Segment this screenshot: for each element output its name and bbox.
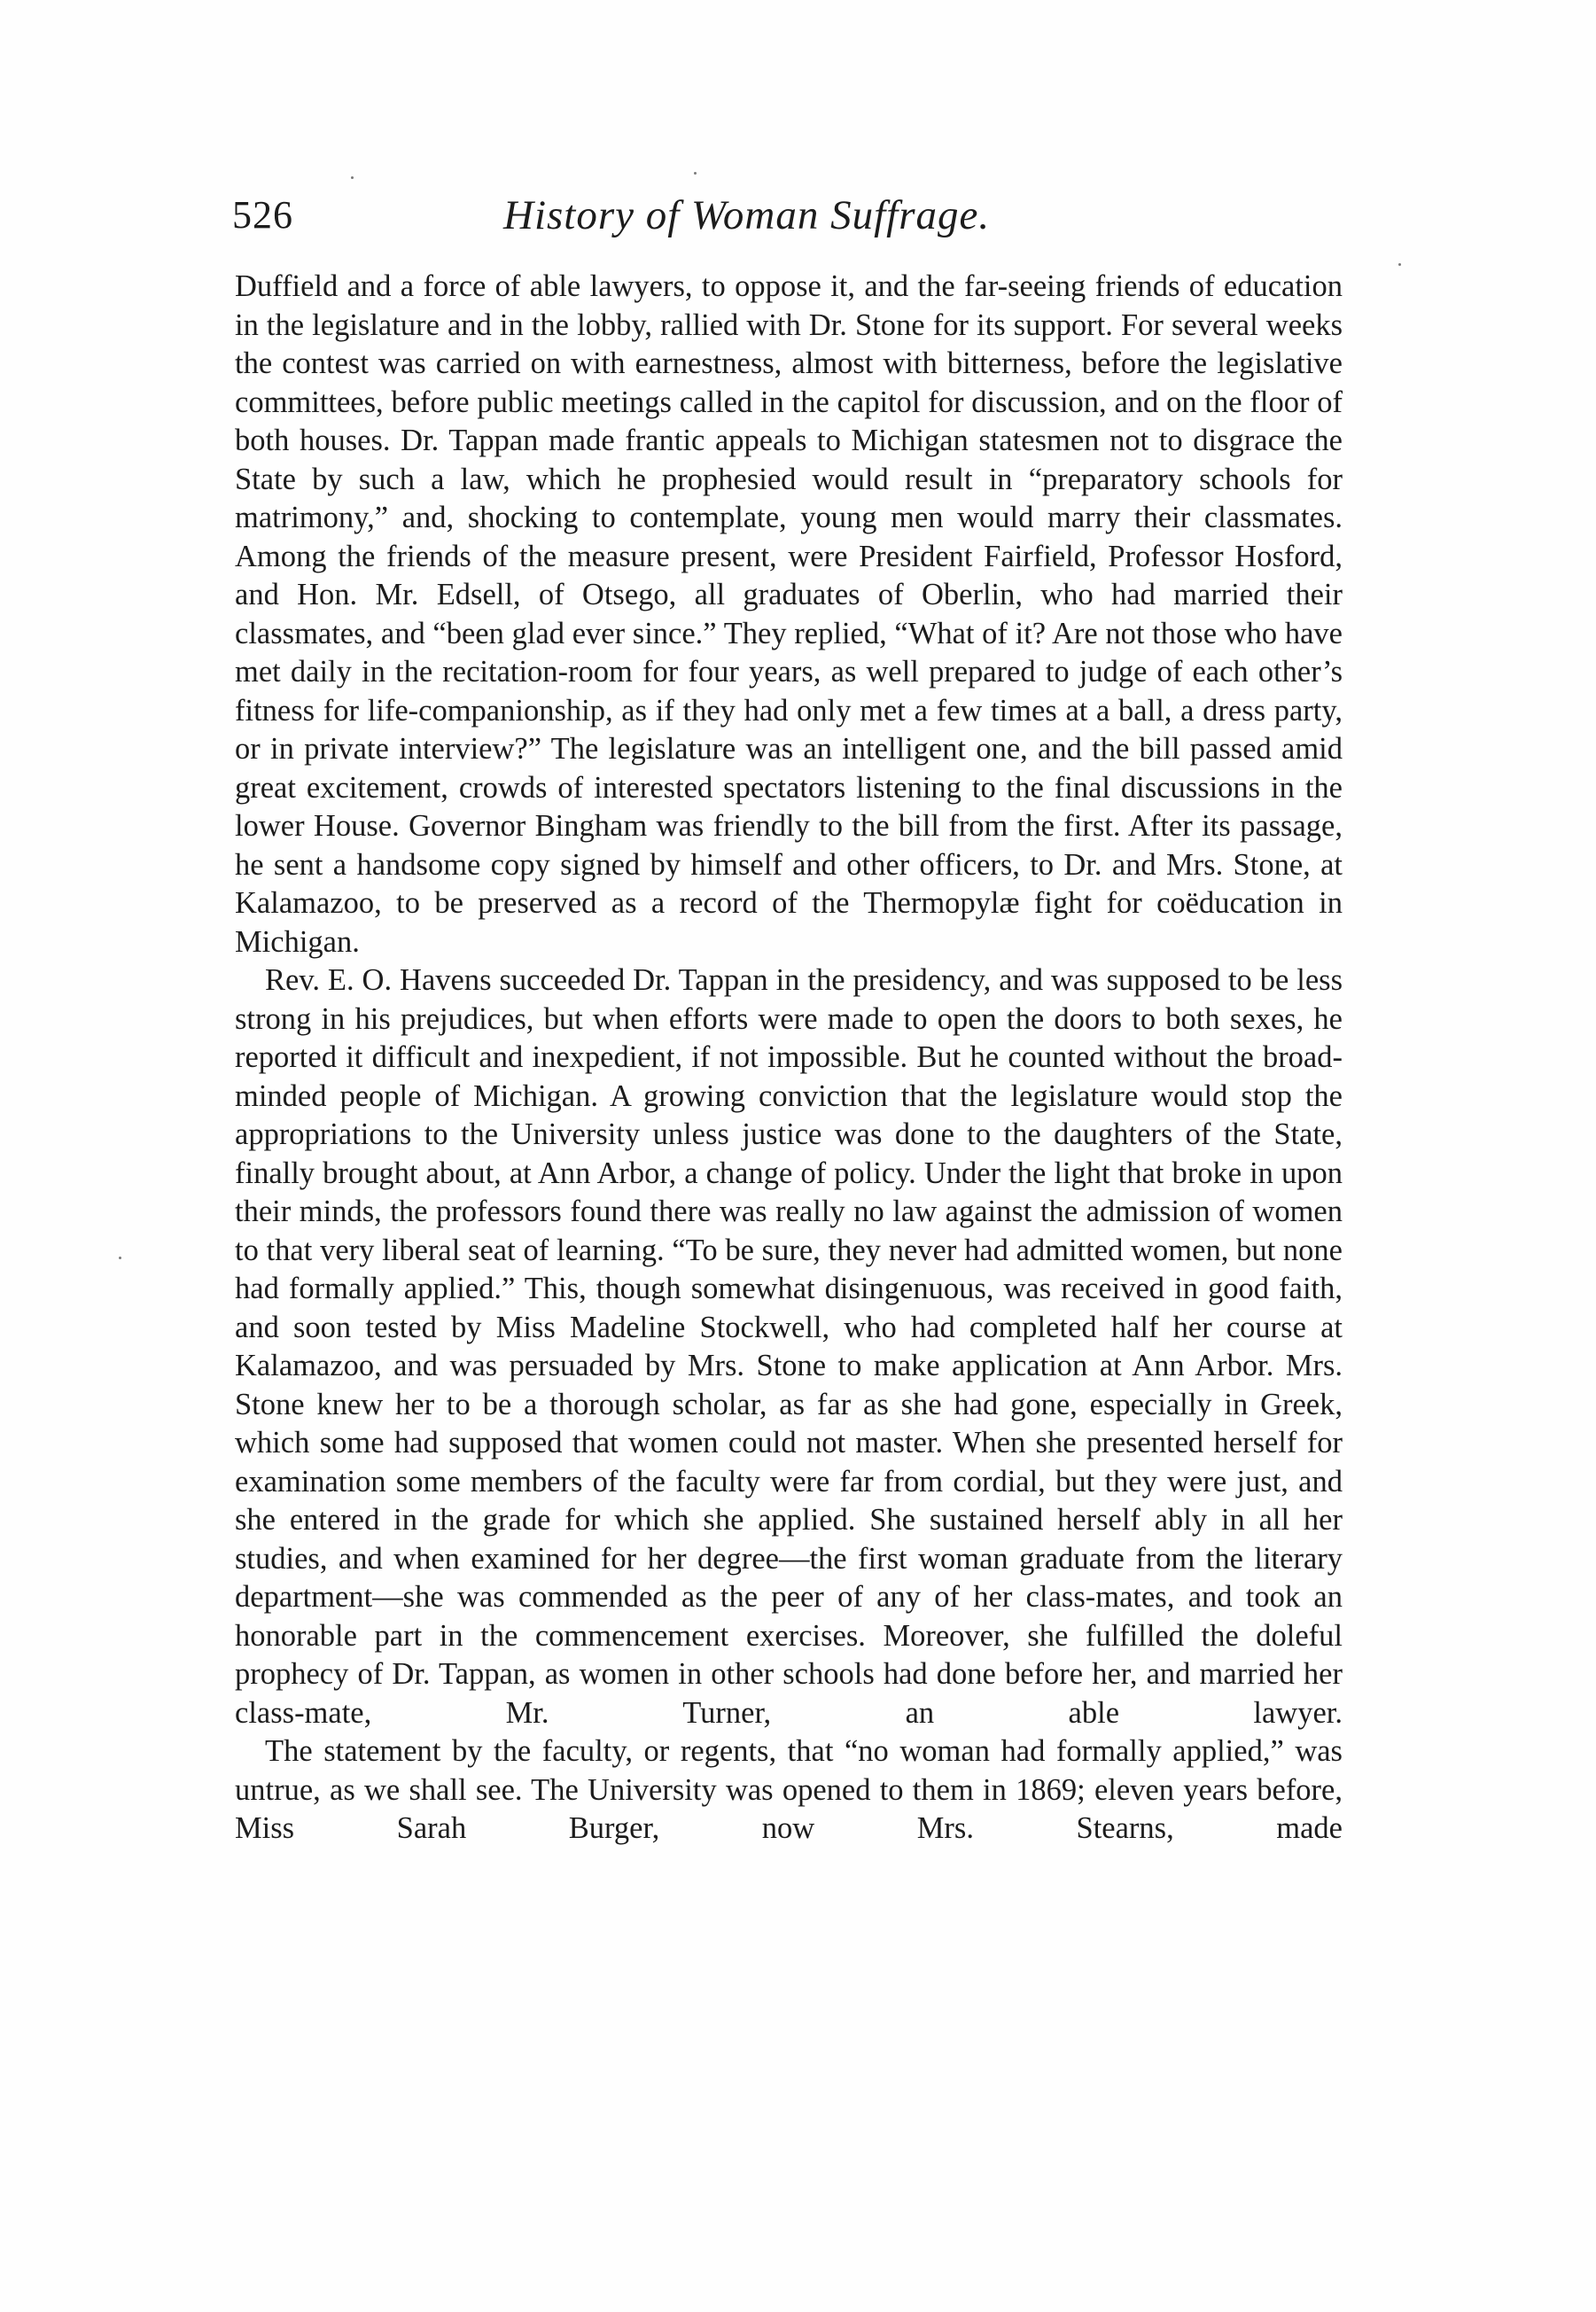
print-speck xyxy=(351,176,354,179)
print-speck xyxy=(694,172,697,175)
print-speck xyxy=(1398,263,1401,266)
page-number: 526 xyxy=(232,193,293,237)
body-text xyxy=(235,268,1343,1849)
print-speck xyxy=(119,1257,121,1259)
paragraph-2: Rev. E. O. Havens succeeded Dr. Tappan in the presidency, and was supposed to be less strong in his prejudices, but when efforts were made to open the doors to both sexes, he reported it difficult and inexpedient, if not impossible. But he counted without the broad-minded people of Michigan. A growing conviction that the legislature would stop the appropriations to the University unless justice was done to the daughters of the State, finally brought about, at Ann Arbor, a change of policy. Under the light that broke in upon their minds, the professors found there was really no law against the admission of women to that very liberal seat of learning. “To be sure, they never had admitted women, but none had formally applied.” This, though somewhat disingenuous, was received in good faith, and soon tested by Miss Madeline Stockwell, who had completed half her course at Kalamazoo, and was persuaded by Mrs. Stone to make application at Ann Arbor. Mrs. Stone knew her to be a thorough scholar, as far as she had gone, especially in Greek, which some had supposed that women could not master. When she presented herself for examination some members of the faculty were far from cordial, but they were just, and she entered in the grade for which she applied. She sustained herself ably in all her studies, and when examined for her degree—the first woman graduate from the literary department—she was commended as the peer of any of her class-mates, and took an honorable part in the commencement exercises. Moreover, she fulfilled the doleful prophecy of Dr. Tappan, as women in other schools had done before her, and married her class-mate, Mr. Turner, an able lawyer. xyxy=(235,963,1343,1730)
page-header xyxy=(232,189,1349,251)
running-title: History of Woman Suffrage. xyxy=(503,192,991,238)
paragraph-1: Duffield and a force of able lawyers, to oppose it, and the far-seeing friends of education in the legislature and in the lobby, rallied with Dr. Stone for its support. For several weeks the contest was carried on with earnestness, almost with bitterness, before the legislative committees, before public meetings called in the capitol for discussion, and on the floor of both houses. Dr. Tappan made frantic appeals to Michigan statesmen not to disgrace the State by such a law, which he prophesied would result in “preparatory schools for matrimony,” and, shocking to contemplate, young men would marry their classmates. Among the friends of the measure present, were President Fairfield, Professor Hosford, and Hon. Mr. Edsell, of Otsego, all graduates of Oberlin, who had married their classmates, and “been glad ever since.” They replied, “What of it? Are not those who have met daily in the recitation-room for four years, as well prepared to judge of each other’s fitness for life-companionship, as if they had only met a few times at a ball, a dress party, or in private interview?” The legislature was an intelligent one, and the bill passed amid great excitement, crowds of interested spectators listening to the final discussions in the lower House. Governor Bingham was friendly to the bill from the first. After its passage, he sent a handsome copy signed by himself and other officers, to Dr. and Mrs. Stone, at Kalamazoo, to be preserved as a record of the Thermopylæ fight for coëducation in Michigan. xyxy=(235,269,1343,959)
paragraph-3: The statement by the faculty, or regents, that “no woman had formally applied,” was untrue, as we shall see. The University was opened to them in 1869; eleven years before, Miss Sarah Burger, now Mrs. Stearns, made xyxy=(235,1734,1343,1845)
